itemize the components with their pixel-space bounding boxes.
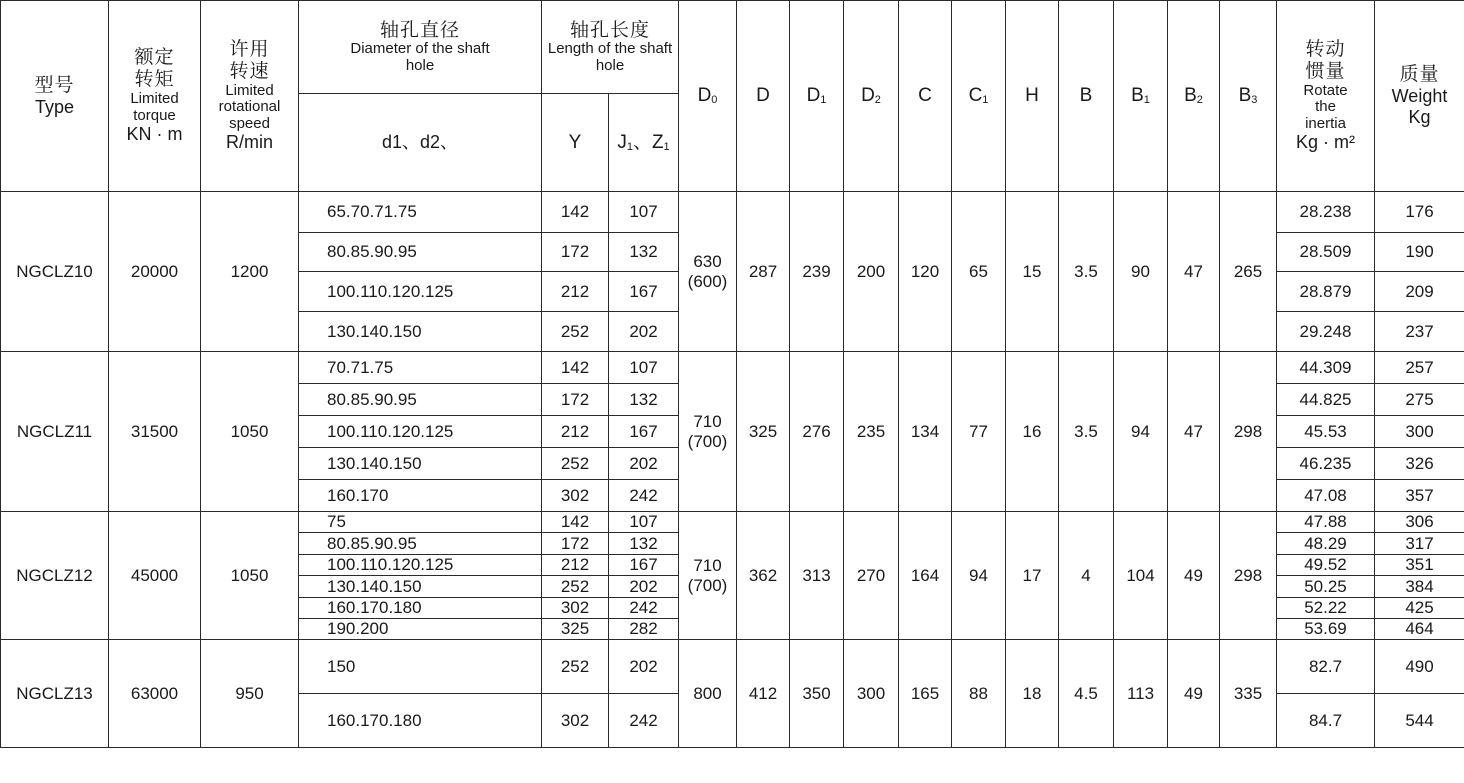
table-header: [1, 1, 1464, 192]
table-body: [1, 192, 1464, 748]
cell-h: 18: [1006, 640, 1059, 748]
cell-weight: 317: [1375, 533, 1464, 555]
cell-inertia: 47.08: [1277, 480, 1375, 512]
cell-length-j: 167: [609, 272, 679, 312]
cell-inertia: 48.29: [1277, 533, 1375, 555]
cell-speed: 950: [201, 640, 299, 748]
cell-weight: 464: [1375, 619, 1464, 640]
cell-d0-value: 710: [693, 411, 722, 431]
cell-length-j: 242: [609, 694, 679, 748]
cell-weight: 490: [1375, 640, 1464, 694]
cell-inertia: 28.509: [1277, 233, 1375, 272]
cell-length-y: 302: [542, 480, 609, 512]
cell-length-y: 252: [542, 576, 609, 598]
cell-inertia: 29.248: [1277, 312, 1375, 352]
cell-inertia: 47.88: [1277, 512, 1375, 533]
header-length-zh: 轴孔长度: [569, 18, 650, 41]
cell-weight: 357: [1375, 480, 1464, 512]
cell-d1: 350: [790, 640, 844, 748]
cell-weight: 351: [1375, 555, 1464, 576]
cell-b3: 298: [1220, 352, 1277, 512]
cell-d2: 270: [844, 512, 899, 640]
cell-b2: 49: [1168, 640, 1220, 748]
cell-d0: [679, 352, 737, 512]
header-torque-en: Limited torque: [130, 90, 179, 124]
cell-type: NGCLZ12: [1, 512, 109, 640]
cell-length-y: 302: [542, 694, 609, 748]
table-row: [1, 352, 1464, 384]
cell-d2: 300: [844, 640, 899, 748]
cell-inertia: 52.22: [1277, 598, 1375, 619]
cell-diameter: 160.170: [299, 480, 542, 512]
cell-length-y: 212: [542, 416, 609, 448]
cell-c: 164: [899, 512, 952, 640]
cell-weight: 176: [1375, 192, 1464, 233]
cell-b1: 94: [1114, 352, 1168, 512]
table-row: [1, 512, 1464, 533]
cell-b3: 298: [1220, 512, 1277, 640]
cell-inertia: 45.53: [1277, 416, 1375, 448]
cell-speed: 1050: [201, 512, 299, 640]
table-row: [1, 192, 1464, 233]
header-speed-en: Limited rotational speed: [218, 81, 281, 132]
cell-type: NGCLZ13: [1, 640, 109, 748]
cell-length-j: 107: [609, 192, 679, 233]
cell-length-j: 282: [609, 619, 679, 640]
cell-length-y: 172: [542, 233, 609, 272]
cell-b: 3.5: [1059, 352, 1114, 512]
cell-diameter: 75: [299, 512, 542, 533]
header-d2: $D_2$: [844, 1, 899, 192]
cell-length-y: 252: [542, 312, 609, 352]
cell-length-j: 132: [609, 384, 679, 416]
cell-length-j: 242: [609, 480, 679, 512]
cell-inertia: 53.69: [1277, 619, 1375, 640]
cell-weight: 190: [1375, 233, 1464, 272]
header-b3: $B_3$: [1220, 1, 1277, 192]
header-length-j: $J_1$、$Z_1$: [609, 94, 679, 192]
table-row: [1, 640, 1464, 694]
cell-length-j: 202: [609, 640, 679, 694]
header-inertia-en: Rotate the inertia: [1303, 81, 1348, 132]
cell-weight: 306: [1375, 512, 1464, 533]
cell-torque: 20000: [109, 192, 201, 352]
cell-diameter: 190.200: [299, 619, 542, 640]
header-type: [1, 1, 109, 192]
header-inertia: [1277, 1, 1375, 192]
cell-d1: 313: [790, 512, 844, 640]
cell-diameter: 100.110.120.125: [299, 555, 542, 576]
cell-length-y: 142: [542, 512, 609, 533]
cell-c1: 88: [952, 640, 1006, 748]
header-d0: $D_0$: [679, 1, 737, 192]
header-diameter-en: Diameter of the shaft hole: [350, 40, 490, 74]
cell-c1: 65: [952, 192, 1006, 352]
cell-d: 362: [737, 512, 790, 640]
header-torque-zh: 额定转矩: [134, 46, 175, 91]
cell-weight: 257: [1375, 352, 1464, 384]
cell-length-y: 252: [542, 448, 609, 480]
cell-inertia: 50.25: [1277, 576, 1375, 598]
cell-b1: 113: [1114, 640, 1168, 748]
header-type-en: Type: [34, 96, 75, 117]
cell-length-y: 212: [542, 555, 609, 576]
cell-b2: 47: [1168, 192, 1220, 352]
cell-d0-alt: (700): [687, 575, 728, 595]
cell-length-y: 302: [542, 598, 609, 619]
header-b2: $B_2$: [1168, 1, 1220, 192]
cell-weight: 209: [1375, 272, 1464, 312]
header-length-y: Y: [542, 94, 609, 192]
cell-weight: 300: [1375, 416, 1464, 448]
header-diameter-sub: d1、d2、: [299, 94, 542, 192]
cell-weight: 326: [1375, 448, 1464, 480]
cell-inertia: 49.52: [1277, 555, 1375, 576]
cell-b1: 104: [1114, 512, 1168, 640]
cell-length-j: 107: [609, 512, 679, 533]
cell-c: 165: [899, 640, 952, 748]
cell-b: 4: [1059, 512, 1114, 640]
header-speed-unit: R/min: [225, 132, 273, 153]
header-weight-en: Weight: [1391, 86, 1448, 107]
cell-d2: 200: [844, 192, 899, 352]
cell-length-j: 202: [609, 576, 679, 598]
cell-d0-value: 710: [693, 555, 722, 575]
cell-b1: 90: [1114, 192, 1168, 352]
cell-length-j: 167: [609, 416, 679, 448]
header-inertia-zh: 转动惯量: [1305, 38, 1346, 82]
header-d1: $D_1$: [790, 1, 844, 192]
header-speed-zh: 许用转速: [229, 38, 270, 82]
cell-b3: 265: [1220, 192, 1277, 352]
cell-inertia: 28.238: [1277, 192, 1375, 233]
cell-diameter: 100.110.120.125: [299, 272, 542, 312]
header-speed: [201, 1, 299, 192]
cell-b: 4.5: [1059, 640, 1114, 748]
cell-c: 120: [899, 192, 952, 352]
cell-c: 134: [899, 352, 952, 512]
cell-torque: 31500: [109, 352, 201, 512]
cell-h: 16: [1006, 352, 1059, 512]
header-length: [542, 1, 679, 94]
cell-length-j: 202: [609, 448, 679, 480]
cell-diameter: 160.170.180: [299, 598, 542, 619]
cell-d1: 239: [790, 192, 844, 352]
cell-diameter: 160.170.180: [299, 694, 542, 748]
cell-diameter: 130.140.150: [299, 576, 542, 598]
cell-length-y: 252: [542, 640, 609, 694]
cell-d0: [679, 640, 737, 748]
cell-speed: 1200: [201, 192, 299, 352]
cell-torque: 63000: [109, 640, 201, 748]
cell-d0-alt: (600): [687, 271, 728, 291]
cell-weight: 544: [1375, 694, 1464, 748]
cell-type: NGCLZ10: [1, 192, 109, 352]
cell-d1: 276: [790, 352, 844, 512]
cell-length-j: 107: [609, 352, 679, 384]
header-b1: $B_1$: [1114, 1, 1168, 192]
cell-h: 15: [1006, 192, 1059, 352]
cell-length-j: 242: [609, 598, 679, 619]
cell-inertia: 44.825: [1277, 384, 1375, 416]
cell-length-y: 142: [542, 192, 609, 233]
header-diameter-zh: 轴孔直径: [379, 18, 460, 41]
cell-diameter: 80.85.90.95: [299, 233, 542, 272]
cell-d0: [679, 512, 737, 640]
cell-diameter: 130.140.150: [299, 448, 542, 480]
cell-weight: 384: [1375, 576, 1464, 598]
cell-d: 325: [737, 352, 790, 512]
cell-length-j: 167: [609, 555, 679, 576]
cell-d0-alt: (700): [687, 431, 728, 451]
cell-inertia: 44.309: [1277, 352, 1375, 384]
cell-length-y: 142: [542, 352, 609, 384]
cell-diameter: 100.110.120.125: [299, 416, 542, 448]
header-c1: $C_1$: [952, 1, 1006, 192]
header-weight-unit: Kg: [1408, 106, 1431, 127]
header-torque: [109, 1, 201, 192]
header-torque-unit: KN · m: [126, 124, 183, 144]
cell-length-j: 132: [609, 533, 679, 555]
cell-inertia: 46.235: [1277, 448, 1375, 480]
cell-length-j: 202: [609, 312, 679, 352]
cell-c1: 94: [952, 512, 1006, 640]
cell-diameter: 80.85.90.95: [299, 533, 542, 555]
cell-d0-value: 800: [693, 683, 722, 703]
cell-length-j: 132: [609, 233, 679, 272]
cell-length-y: 172: [542, 384, 609, 416]
cell-b2: 49: [1168, 512, 1220, 640]
cell-type: NGCLZ11: [1, 352, 109, 512]
cell-length-y: 172: [542, 533, 609, 555]
cell-speed: 1050: [201, 352, 299, 512]
cell-d2: 235: [844, 352, 899, 512]
cell-length-y: 325: [542, 619, 609, 640]
cell-torque: 45000: [109, 512, 201, 640]
cell-diameter: 130.140.150: [299, 312, 542, 352]
header-inertia-unit: Kg · m²: [1295, 132, 1355, 153]
cell-diameter: 70.71.75: [299, 352, 542, 384]
cell-weight: 237: [1375, 312, 1464, 352]
cell-inertia: 84.7: [1277, 694, 1375, 748]
cell-weight: 275: [1375, 384, 1464, 416]
header-c: C: [899, 1, 952, 192]
header-weight-zh: 质量: [1399, 63, 1440, 86]
header-diameter: [299, 1, 542, 94]
header-b: B: [1059, 1, 1114, 192]
header-length-en: Length of the shaft hole: [547, 40, 673, 74]
cell-inertia: 82.7: [1277, 640, 1375, 694]
cell-length-y: 212: [542, 272, 609, 312]
header-h: H: [1006, 1, 1059, 192]
cell-d0-value: 630: [693, 251, 722, 271]
cell-d: 287: [737, 192, 790, 352]
cell-c1: 77: [952, 352, 1006, 512]
cell-d: 412: [737, 640, 790, 748]
cell-diameter: 80.85.90.95: [299, 384, 542, 416]
cell-inertia: 28.879: [1277, 272, 1375, 312]
cell-diameter: 150: [299, 640, 542, 694]
header-type-zh: 型号: [34, 73, 75, 96]
cell-b2: 47: [1168, 352, 1220, 512]
cell-b: 3.5: [1059, 192, 1114, 352]
header-d: D: [737, 1, 790, 192]
cell-d0: [679, 192, 737, 352]
header-weight: [1375, 1, 1464, 192]
cell-b3: 335: [1220, 640, 1277, 748]
cell-weight: 425: [1375, 598, 1464, 619]
cell-diameter: 65.70.71.75: [299, 192, 542, 233]
cell-h: 17: [1006, 512, 1059, 640]
